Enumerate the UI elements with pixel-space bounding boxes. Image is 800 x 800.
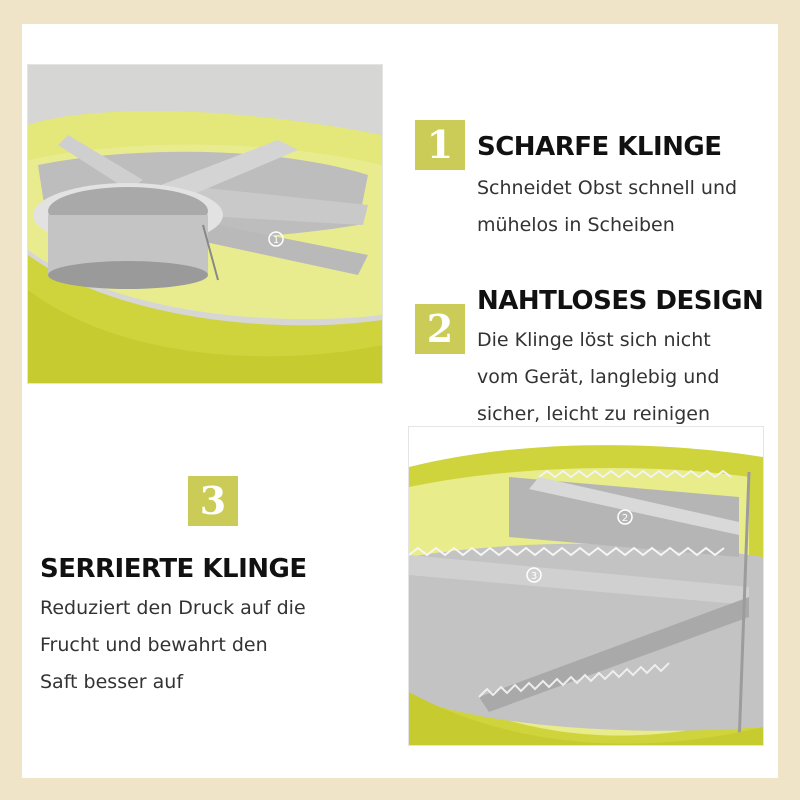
feature-description-line: Reduziert den Druck auf die bbox=[40, 597, 306, 619]
feature-number-badge-1: 1 bbox=[415, 120, 465, 170]
feature-number-badge-3: 3 bbox=[188, 476, 238, 526]
photo-marker-2: 2 bbox=[621, 513, 629, 524]
feature-description-2 bbox=[477, 322, 719, 433]
feature-title-1: SCHARFE KLINGE bbox=[477, 132, 722, 162]
content-panel bbox=[22, 24, 778, 778]
serrated-blade-photo bbox=[408, 426, 764, 746]
feature-number-badge-2: 2 bbox=[415, 304, 465, 354]
feature-title-3: SERRIERTE KLINGE bbox=[40, 554, 307, 584]
feature-description-line: Schneidet Obst schnell und bbox=[477, 177, 738, 199]
feature-description-line: sicher, leicht zu reinigen bbox=[477, 403, 711, 425]
serrated-blade-closeup-image bbox=[409, 427, 763, 745]
feature-title-2: NAHTLOSES DESIGN bbox=[477, 286, 764, 316]
feature-description-line: Saft besser auf bbox=[40, 671, 184, 693]
feature-description-line: Die Klinge löst sich nicht bbox=[477, 329, 711, 351]
feature-description-3 bbox=[40, 590, 306, 701]
photo-marker-3: 3 bbox=[530, 571, 538, 582]
feature-description-1 bbox=[477, 170, 737, 244]
slicer-blade-photo bbox=[27, 64, 383, 384]
slicer-blade-closeup-image bbox=[28, 65, 382, 383]
feature-description-line: vom Gerät, langlebig und bbox=[477, 366, 720, 388]
feature-description-line: Frucht und bewahrt den bbox=[40, 634, 268, 656]
feature-description-line: mühelos in Scheiben bbox=[477, 214, 675, 236]
photo-marker-1: 1 bbox=[272, 235, 280, 246]
